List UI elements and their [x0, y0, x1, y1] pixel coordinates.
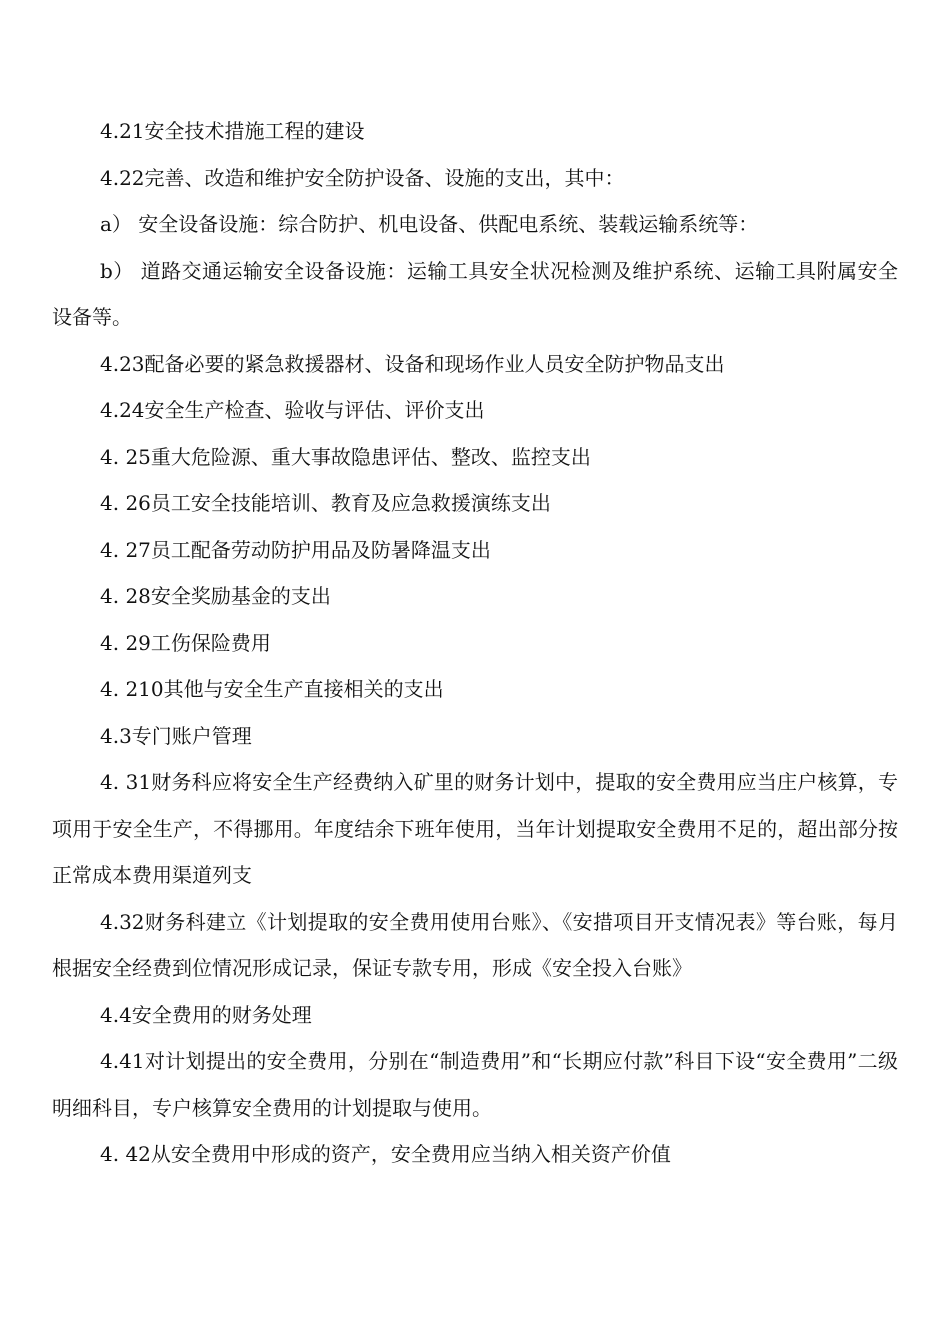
paragraph-4-21: 4.21安全技术措施工程的建设	[100, 119, 365, 143]
paragraph-item-b: b） 道路交通运输安全设备设施：运输工具安全状况检测及维护系统、运输工具附属安全设备等。	[52, 258, 898, 329]
paragraph-4-27: 4. 27员工配备劳动防护用品及防暑降温支出	[100, 537, 491, 562]
paragraph-4-31: 4. 31财务科应将安全生产经费纳入矿里的财务计划中，提取的安全费用应当庄户核算，专项用于安全生产，不得挪用。年度结余下班年使用，当年计划提取安全费用不足的，超出部分按正常成本费用渠道列支	[52, 770, 898, 887]
paragraph-4-210: 4. 210其他与安全生产直接相关的支出	[100, 677, 444, 701]
paragraph-4-24: 4.24安全生产检查、验收与评估、评价支出	[100, 398, 485, 422]
paragraph-4-29: 4. 29工伤保险费用	[100, 630, 271, 655]
paragraph-4-42: 4. 42从安全费用中形成的资产，安全费用应当纳入相关资产价值	[100, 1142, 671, 1166]
paragraph-4-22: 4.22完善、改造和维护安全防护设备、设施的支出，其中：	[100, 165, 625, 190]
paragraph-4-28: 4. 28安全奖励基金的支出	[100, 584, 331, 608]
paragraph-item-a: a） 安全设备设施：综合防护、机电设备、供配电系统、装载运输系统等：	[100, 212, 759, 236]
document-body	[52, 108, 898, 1178]
paragraph-4-41: 4.41对计划提出的安全费用，分别在“制造费用”和“长期应付款”科目下设“安全费用”二级明细科目，专户核算安全费用的计划提取与使用。	[52, 1049, 898, 1120]
paragraph-4-26: 4. 26员工安全技能培训、教育及应急救援演练支出	[100, 491, 551, 515]
section-heading-4-3: 4.3专门账户管理	[100, 723, 252, 748]
paragraph-4-23: 4.23配备必要的紧急救援器材、设备和现场作业人员安全防护物品支出	[100, 351, 725, 376]
section-heading-4-4: 4.4安全费用的财务处理	[100, 1002, 312, 1027]
paragraph-4-32: 4.32财务科建立《计划提取的安全费用使用台账》、《安措项目开支情况表》等台账，每月根据安全经费到位情况形成记录，保证专款专用，形成《安全投入台账》	[52, 909, 898, 980]
paragraph-4-25: 4. 25重大危险源、重大事故隐患评估、整改、监控支出	[100, 444, 591, 469]
